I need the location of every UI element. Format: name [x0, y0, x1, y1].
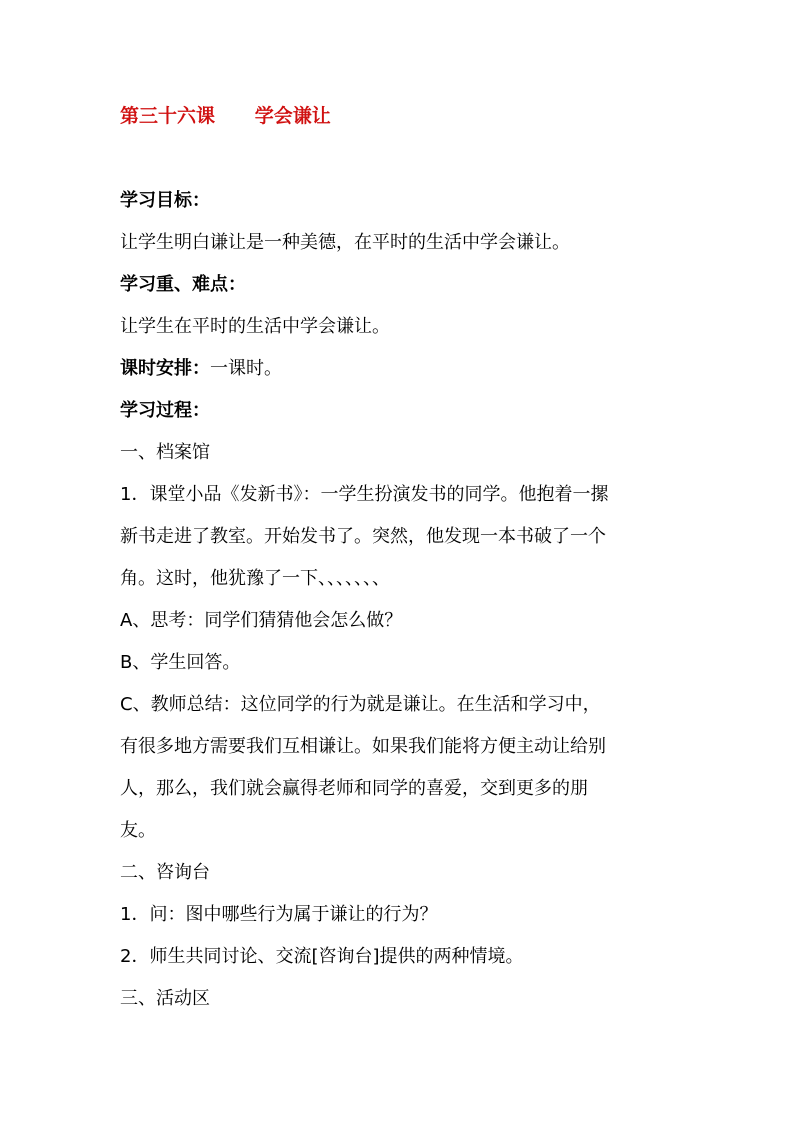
goal-heading: 学习目标：: [120, 190, 210, 211]
part1-item1-line2: 新书走进了教室。开始发书了。突然，他发现一本书破了一个: [120, 526, 606, 547]
part3-heading: 三、活动区: [120, 988, 210, 1009]
key-heading: 学习重、难点：: [120, 274, 246, 295]
part2-item2: 2．师生共同讨论、交流[咨询台]提供的两种情境。: [120, 946, 524, 967]
part1-c-line3: 人，那么，我们就会赢得老师和同学的喜爱，交到更多的朋: [120, 778, 588, 799]
part1-c-line4: 友。: [120, 820, 156, 841]
part1-a: A、思考：同学们猜猜他会怎么做？: [120, 610, 403, 631]
schedule-line: [120, 356, 282, 382]
key-text: 让学生在平时的生活中学会谦让。: [120, 316, 390, 337]
part1-b: B、学生回答。: [120, 652, 241, 673]
goal-text: 让学生明白谦让是一种美德，在平时的生活中学会谦让。: [120, 232, 570, 253]
part1-item1-line1: 1．课堂小品《发新书》：一学生扮演发书的同学。他抱着一摞: [120, 484, 609, 505]
part1-c-line2: 有很多地方需要我们互相谦让。如果我们能将方便主动让给别: [120, 736, 606, 757]
lesson-title: 第三十六课 学会谦让: [120, 105, 331, 127]
process-heading: 学习过程：: [120, 400, 210, 421]
part1-c-line1: C、教师总结：这位同学的行为就是谦让。在生活和学习中，: [120, 694, 601, 715]
schedule-value: 一课时。: [210, 358, 282, 379]
part1-item1-line3: 角。这时，他犹豫了一下、、、、、、、: [120, 568, 390, 589]
part2-item1: 1．问：图中哪些行为属于谦让的行为？: [120, 904, 438, 925]
part1-heading: 一、档案馆: [120, 442, 210, 463]
part2-heading: 二、咨询台: [120, 862, 210, 883]
schedule-label: 课时安排：: [120, 358, 210, 379]
